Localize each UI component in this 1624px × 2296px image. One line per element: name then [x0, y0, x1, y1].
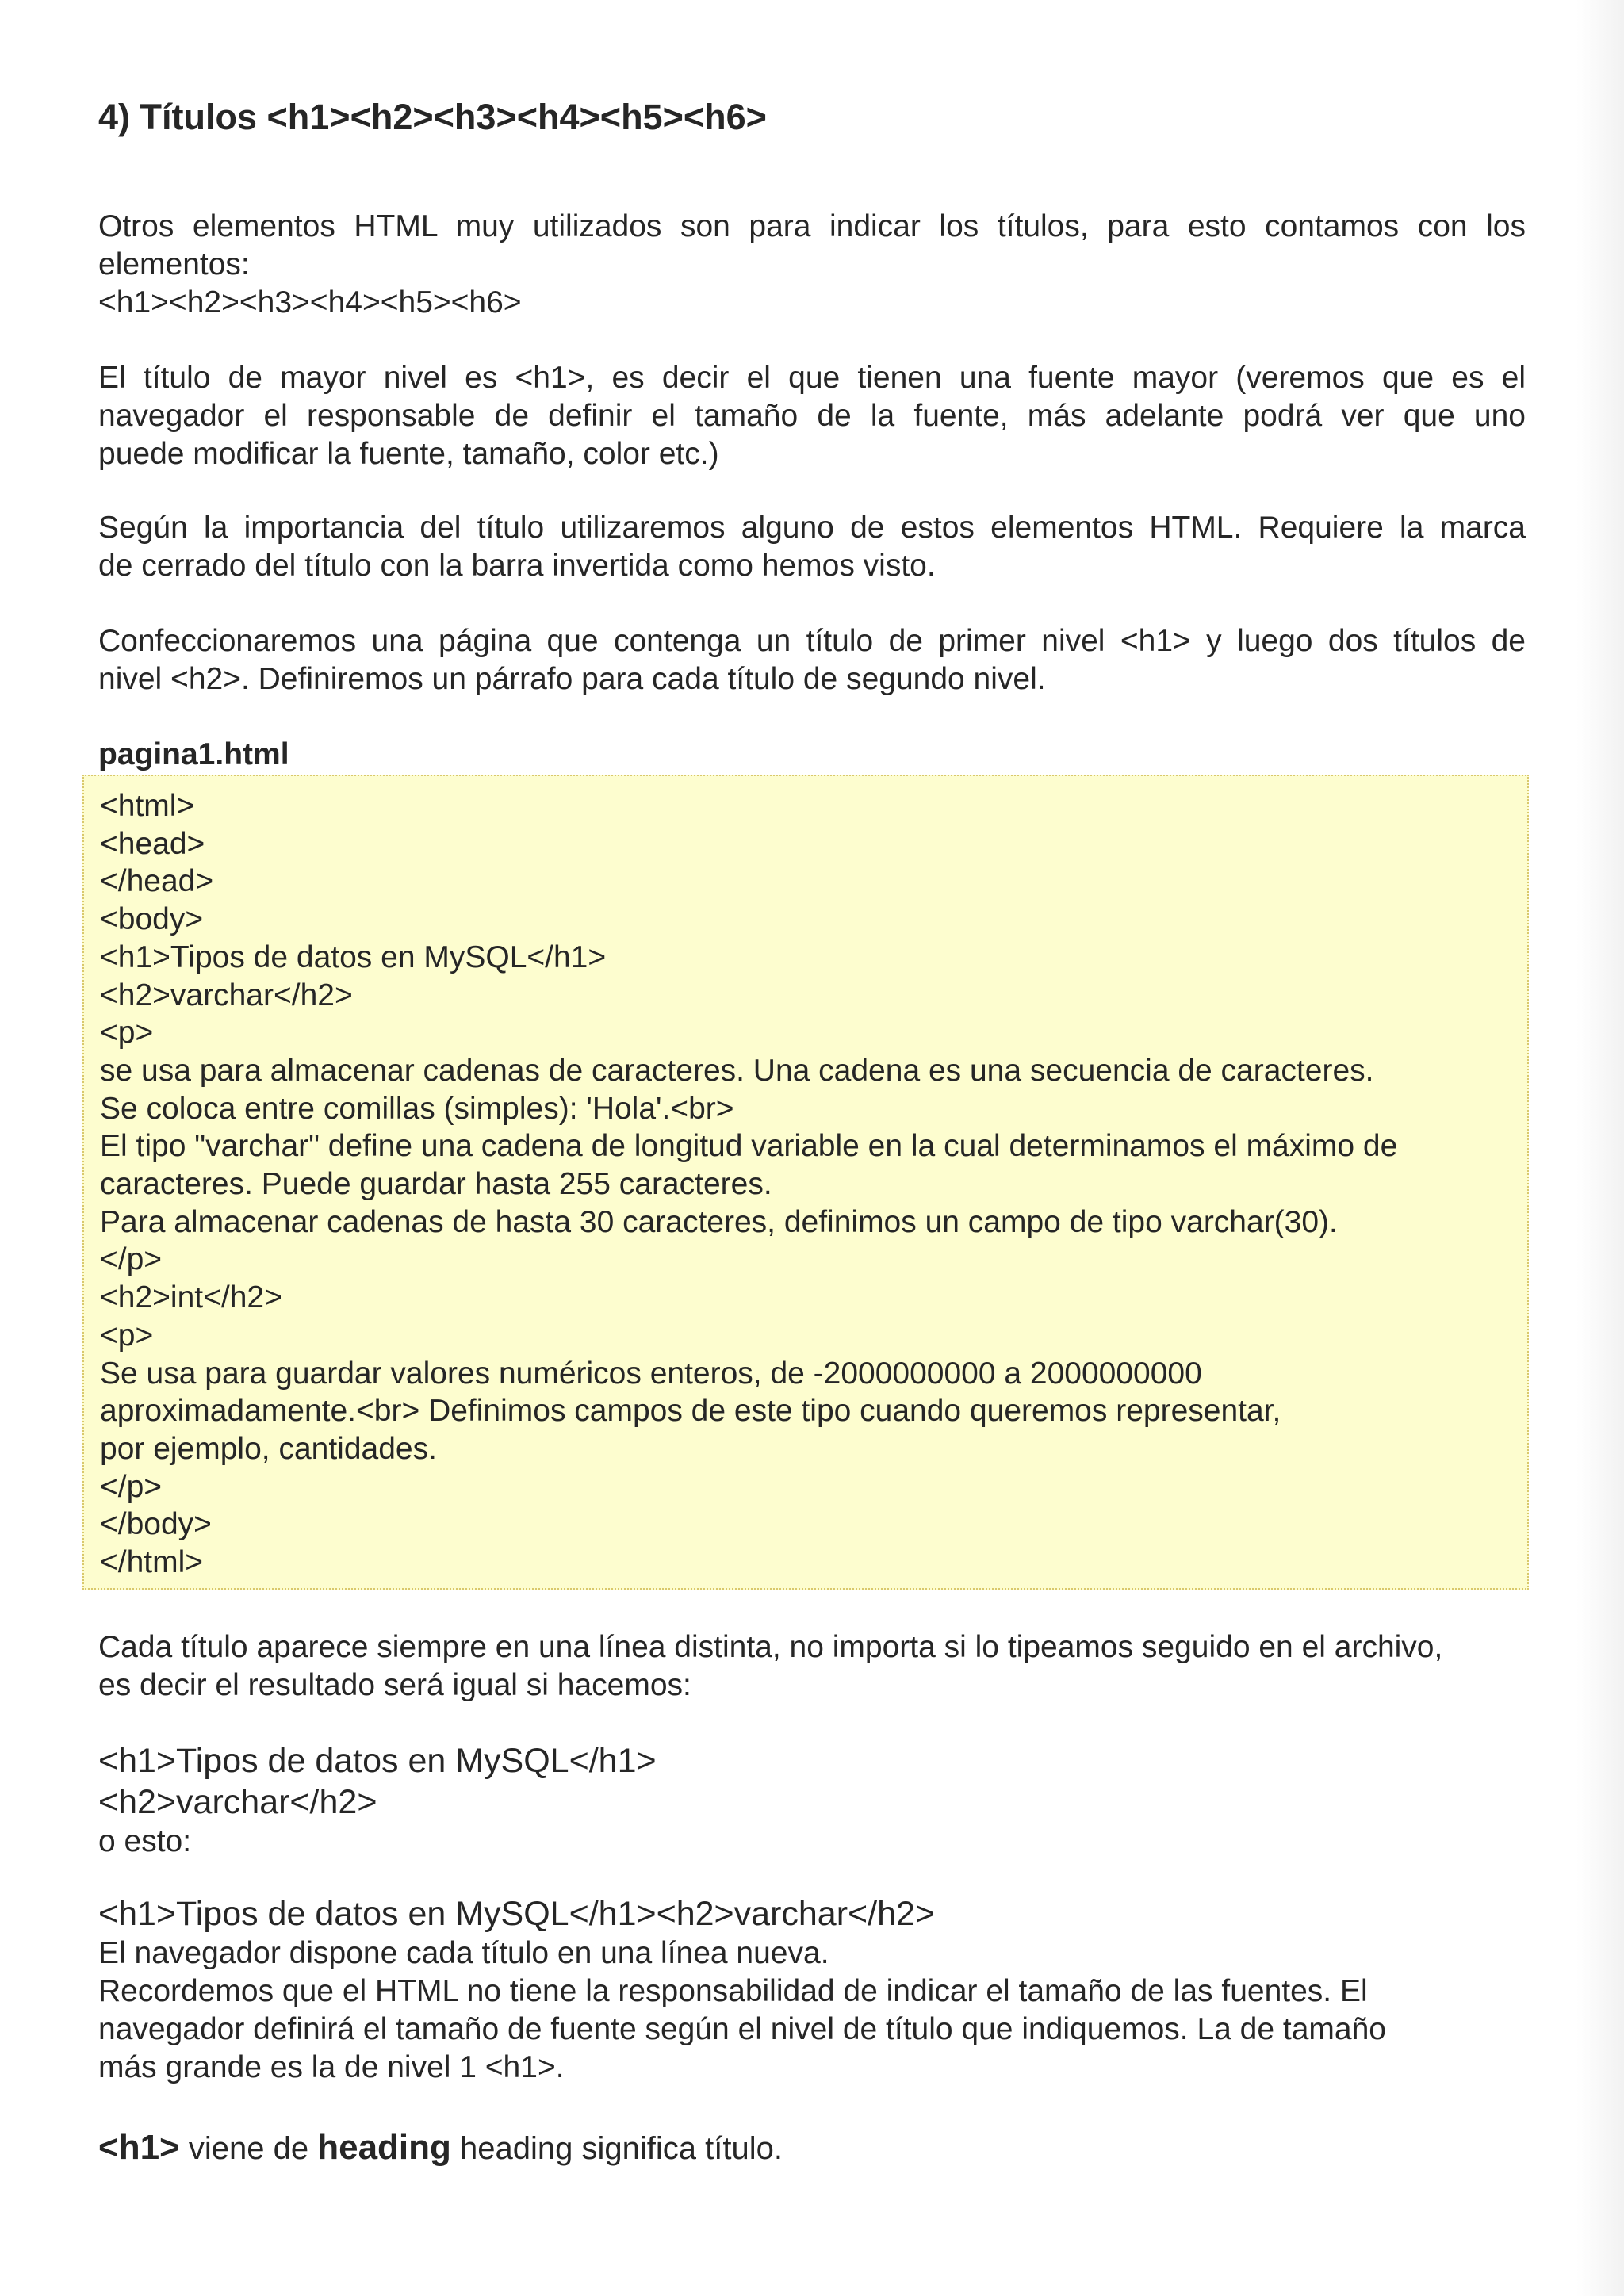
code-line: caracteres. Puede guardar hasta 255 caracteres. [100, 1167, 772, 1202]
intro-line-3: <h1><h2><h3><h4><h5><h6> [98, 285, 522, 320]
final-word: heading [317, 2128, 451, 2167]
para5-line-2: es decir el resultado será igual si hacemos: [98, 1668, 691, 1702]
example2-line-3: Recordemos que el HTML no tiene la responsabilidad de indicar el tamaño de las fuentes. El [98, 1974, 1368, 2008]
para3-line-2: de cerrado del título con la barra invertida como hemos visto. [98, 549, 936, 583]
code-line: </head> [100, 864, 214, 899]
code-line: </body> [100, 1507, 212, 1542]
para2-line-1: El título de mayor nivel es <h1>, es decir el que tienen una fuente mayor (veremos que es el [98, 361, 1526, 395]
code-line: El tipo "varchar" define una cadena de longitud variable en la cual determinamos el máximo de [100, 1129, 1398, 1164]
code-line: <h1>Tipos de datos en MySQL</h1> [100, 939, 607, 974]
para5-line-1: Cada título aparece siempre en una línea distinta, no importa si lo tipeamos seguido en el archivo, [98, 1630, 1443, 1664]
example1-line-3: o esto: [98, 1824, 192, 1858]
example2-line-4: navegador definirá el tamaño de fuente según el nivel de título que indiquemos. La de tamaño [98, 2012, 1386, 2046]
para4-line-2: nivel <h2>. Definiremos un párrafo para cada título de segundo nivel. [98, 662, 1046, 696]
final-tag: <h1> [98, 2128, 180, 2167]
example1-line-2: <h2>varchar</h2> [98, 1783, 377, 1821]
code-line: por ejemplo, cantidades. [100, 1431, 437, 1466]
para4-line-1: Confeccionaremos una página que contenga un título de primer nivel <h1> y luego dos títulos de [98, 624, 1526, 658]
code-line: Se coloca entre comillas (simples): 'Hola'.<br> [100, 1091, 734, 1126]
code-line: <head> [100, 826, 205, 861]
code-line: Se usa para guardar valores numéricos enteros, de -2000000000 a 2000000000 [100, 1356, 1202, 1391]
code-listing [82, 775, 1529, 1590]
code-line: <html> [100, 789, 195, 823]
code-line: <h2>varchar</h2> [100, 978, 353, 1012]
example1-line-1: <h1>Tipos de datos en MySQL</h1> [98, 1742, 657, 1780]
code-line: </html> [100, 1545, 204, 1580]
code-line: </p> [100, 1242, 163, 1277]
example-one [98, 1740, 657, 1861]
code-line: se usa para almacenar cadenas de caracteres. Una cadena es una secuencia de caracteres. [100, 1053, 1374, 1088]
section-title: 4) Títulos <h1><h2><h3><h4><h5><h6> [98, 97, 767, 137]
example2-line-1: <h1>Tipos de datos en MySQL</h1><h2>varchar</h2> [98, 1895, 936, 1933]
final-text-2: heading significa título. [450, 2131, 783, 2166]
example2-line-5: más grande es la de nivel 1 <h1>. [98, 2050, 565, 2084]
code-line: <p> [100, 1016, 154, 1050]
intro-paragraph [98, 208, 1526, 322]
heading-level-paragraph [98, 359, 1526, 473]
code-line: <p> [100, 1318, 154, 1353]
code-line: <h2>int</h2> [100, 1280, 282, 1315]
code-line: Para almacenar cadenas de hasta 30 caracteres, definimos un campo de tipo varchar(30). [100, 1204, 1338, 1239]
intro-line-1: Otros elementos HTML muy utilizados son para indicar los títulos, para esto contamos con los [98, 209, 1526, 243]
example-intro-paragraph [98, 622, 1526, 698]
importance-paragraph [98, 509, 1526, 585]
example-two [98, 1893, 1386, 2087]
code-line: <body> [100, 902, 204, 937]
final-text-1: viene de [179, 2131, 318, 2166]
line-break-paragraph [98, 1628, 1526, 1705]
para3-line-1: Según la importancia del título utilizaremos alguno de estos elementos HTML. Requiere la marca [98, 511, 1526, 545]
code-lines [100, 787, 1397, 1582]
heading-meaning-note [98, 2127, 783, 2169]
example2-line-2: El navegador dispone cada título en una línea nueva. [98, 1936, 829, 1970]
page-edge-shadow [1576, 0, 1624, 2296]
code-line: </p> [100, 1469, 163, 1504]
code-line: aproximadamente.<br> Definimos campos de este tipo cuando queremos representar, [100, 1394, 1281, 1429]
para2-line-3: puede modificar la fuente, tamaño, color etc.) [98, 437, 719, 471]
intro-line-2: elementos: [98, 247, 250, 281]
file-label: pagina1.html [98, 737, 289, 771]
para2-line-2: navegador el responsable de definir el tamaño de la fuente, más adelante podrá ver que uno [98, 399, 1526, 433]
